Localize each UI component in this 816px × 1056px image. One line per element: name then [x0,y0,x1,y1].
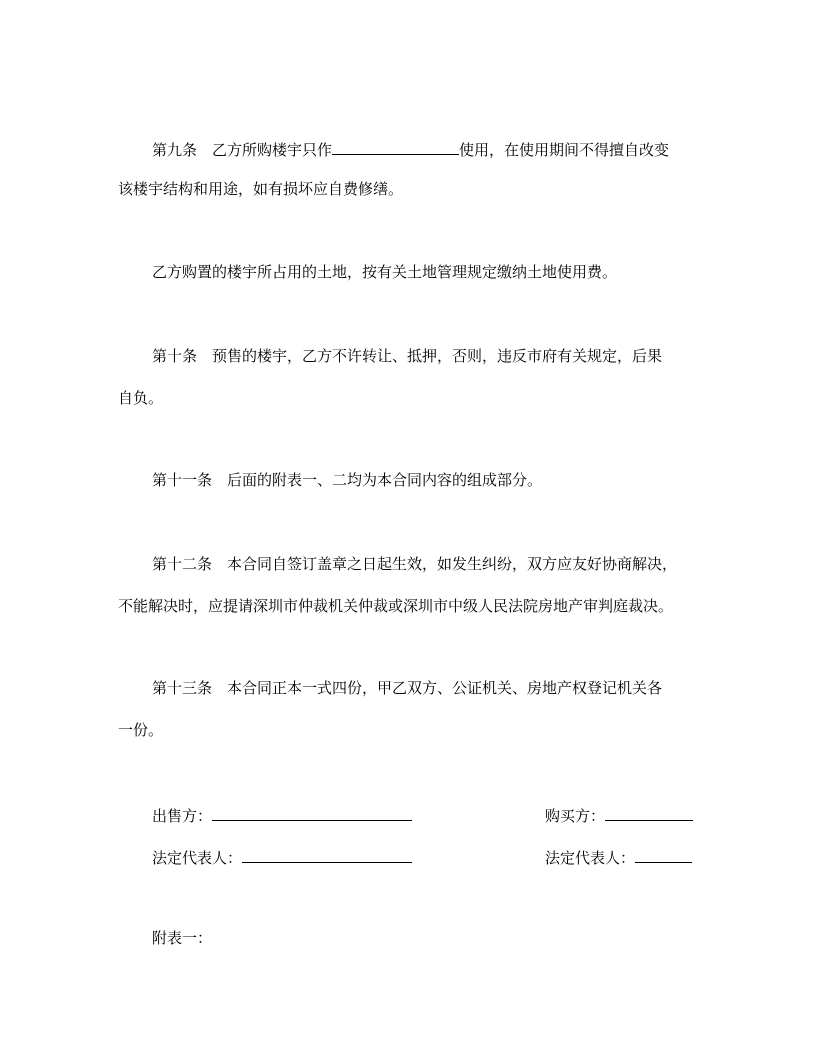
article10-line2: 自负。 [118,389,164,407]
buyer-rep-signature [545,846,692,866]
usage-blank [332,138,459,155]
seller-rep-blank [242,846,412,863]
buyer-blank [605,804,693,821]
seller-rep-label: 法定代表人： [152,849,243,867]
buyer-signature [545,804,693,824]
buyer-rep-blank [635,846,692,863]
article12-line1: 第十二条 本合同自签订盖章之日起生效，如发生纠纷，双方应友好协商解决， [152,555,678,573]
article13-line2: 一份。 [118,721,164,739]
appendix-label: 附表一： [152,929,213,947]
article9-text-prefix: 第九条 乙方所购楼宇只作 [152,141,333,159]
seller-rep-signature [152,846,412,866]
article9-para2: 乙方购置的楼宇所占用的土地，按有关土地管理规定缴纳土地使用费。 [152,263,618,281]
article13-line1: 第十三条 本合同正本一式四份，甲乙双方、公证机关、房地产权登记机关各 [152,679,663,697]
article12-line2: 不能解决时，应提请深圳市仲裁机关仲裁或深圳市中级人民法院房地产审判庭裁决。 [118,597,674,615]
seller-label: 出售方： [152,807,213,825]
seller-blank [212,804,412,821]
article9-text-suffix: 使用，在使用期间不得擅自改变 [459,141,670,159]
article10-line1: 第十条 预售的楼宇，乙方不许转让、抵押，否则，违反市府有关规定，后果 [152,347,663,365]
article11-line1: 第十一条 后面的附表一、二均为本合同内容的组成部分。 [152,471,543,489]
article9-line1 [152,138,669,158]
buyer-rep-label: 法定代表人： [545,849,636,867]
seller-signature [152,804,412,824]
article9-line2: 该楼宇结构和用途，如有损坏应自费修缮。 [118,180,404,198]
buyer-label: 购买方： [545,807,606,825]
